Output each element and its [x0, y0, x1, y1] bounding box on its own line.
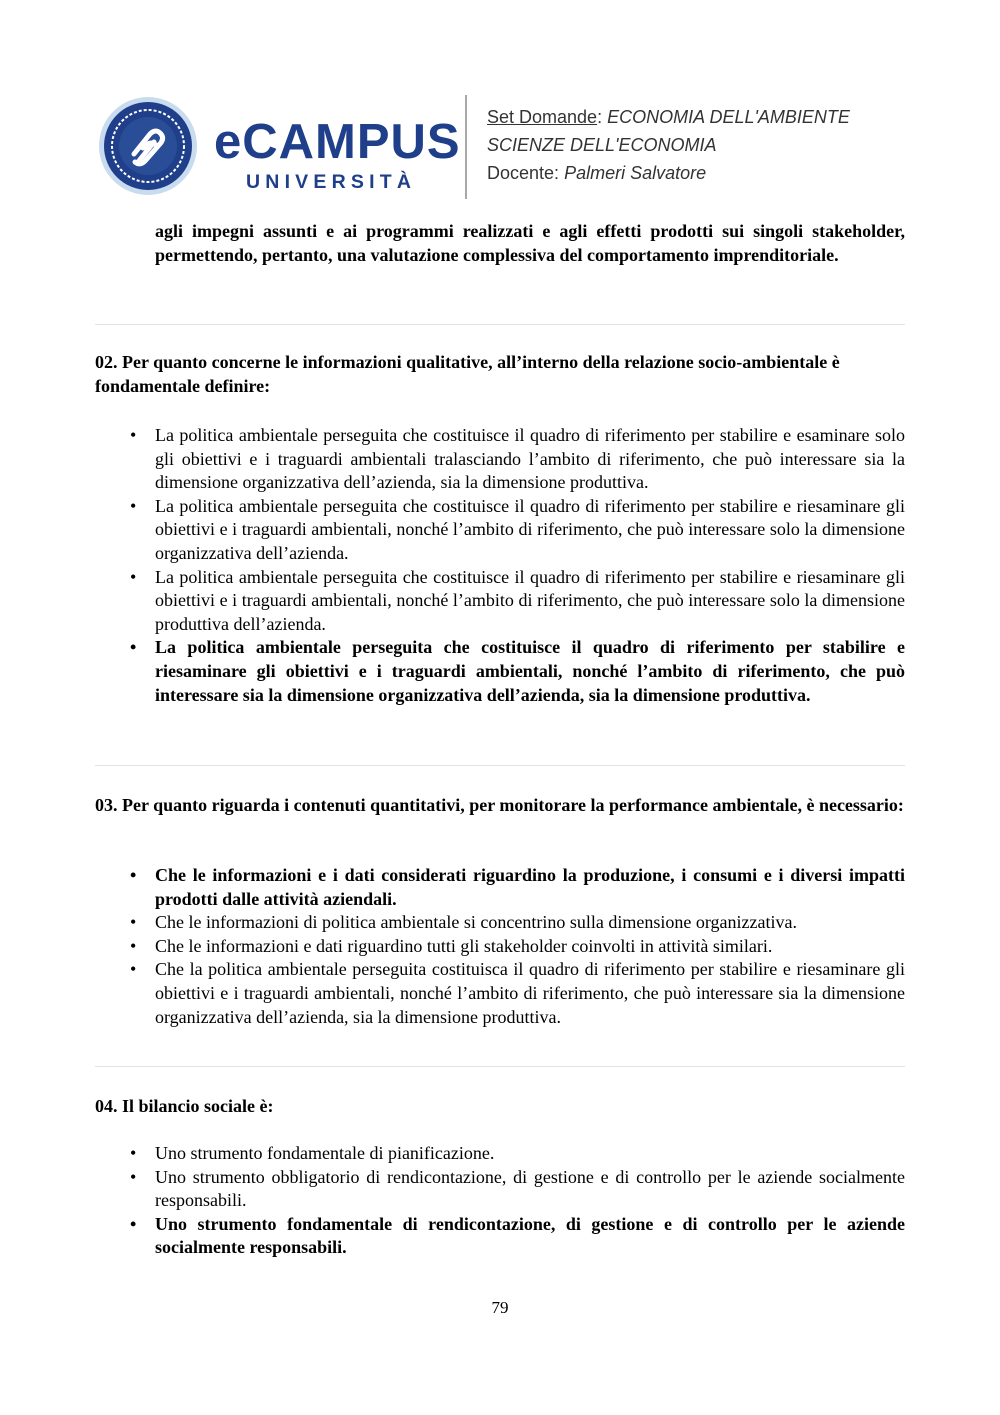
ecampus-wordmark: eCAMPUS	[214, 115, 461, 169]
answer-option-correct	[95, 1213, 905, 1260]
bullet-icon: •	[130, 637, 137, 658]
answer-text: Che le informazioni e dati riguardino tutti gli stakeholder coinvolti in attività similari.	[155, 935, 773, 956]
separator	[95, 1066, 905, 1067]
answer-text: Che le informazioni e i dati considerati riguardino la produzione, i consumi e i diversi impatti prodotti dalle attività aziendali.	[155, 865, 905, 909]
answer-option	[95, 1142, 905, 1166]
answer-text: Che le informazioni di politica ambientale si concentrino sulla dimensione organizzativa.	[155, 912, 797, 933]
question-04: 04. Il bilancio sociale è:	[95, 1096, 274, 1116]
bullet-icon: •	[130, 1143, 137, 1163]
previous-answer-continuation: agli impegni assunti e ai programmi realizzati e agli effetti prodotti sui singoli stakeholder, permettendo, pertanto, una valutazione complessiva del comportamento imprenditoriale.	[155, 221, 905, 265]
question-03: 03. Per quanto riguarda i contenuti quantitativi, per monitorare la performance ambientale, è necessario:	[95, 795, 904, 815]
answer-option	[95, 935, 905, 959]
answer-list-02	[95, 424, 905, 707]
answer-option	[95, 566, 905, 637]
universita-wordmark: UNIVERSITÀ	[246, 171, 417, 193]
header-course-info: Set Domande: ECONOMIA DELL'AMBIENTE SCIENZE DELL'ECONOMIA Docente: Palmeri Salvatore	[487, 107, 850, 183]
answer-option	[95, 958, 905, 1029]
question-02: 02. Per quanto concerne le informazioni qualitative, all’interno della relazione socio-ambientale è fondamentale definire:	[95, 352, 840, 396]
bullet-icon: •	[130, 935, 137, 956]
bullet-icon: •	[130, 566, 137, 587]
answer-text: Uno strumento fondamentale di pianificazione.	[155, 1143, 495, 1163]
bullet-icon: •	[130, 1213, 137, 1234]
course-line-2: SCIENZE DELL'ECONOMIA	[487, 135, 717, 155]
bullet-icon: •	[130, 495, 137, 516]
teacher-label: Docente:	[487, 163, 560, 183]
answer-text: La politica ambientale perseguita che costituisce il quadro di riferimento per stabilire e riesaminare gli obiettivi e i traguardi ambientali, nonché l’ambito di riferimento, che può interessare sia la dimensione organizzativa dell’azienda, sia la dimensione produttiva.	[155, 637, 905, 705]
bullet-icon: •	[130, 912, 137, 933]
bullet-icon: •	[130, 865, 137, 885]
separator	[95, 324, 905, 325]
answer-option-correct	[95, 636, 905, 707]
answer-option	[95, 495, 905, 566]
answer-text: La politica ambientale perseguita che costituisce il quadro di riferimento per stabilire e riesaminare gli obiettivi e i traguardi ambientali, nonché l’ambito di riferimento, che può interessare solo la dimensione organizzativa dell’azienda.	[155, 495, 905, 563]
separator	[95, 765, 905, 766]
answer-list-03	[95, 864, 905, 1029]
header-divider	[465, 95, 467, 199]
bullet-icon: •	[130, 1166, 137, 1187]
set-label: Set Domande	[487, 107, 598, 127]
teacher-name: Palmeri Salvatore	[564, 163, 707, 183]
answer-option	[95, 911, 905, 935]
course-line-1: ECONOMIA DELL'AMBIENTE	[607, 107, 850, 127]
answer-text: Uno strumento obbligatorio di rendicontazione, di gestione e di controllo per le aziende socialmente responsabili.	[155, 1166, 905, 1211]
ecampus-seal-logo	[98, 96, 198, 196]
answer-text: La politica ambientale perseguita che costituisce il quadro di riferimento per stabilire e esaminare solo gli obiettivi e i traguardi ambientali tralasciando l’ambito di riferimento, che può interessare sia la dimensione organizzativa dell’azienda, sia la dimensione produttiva.	[155, 425, 905, 493]
answer-list-04	[95, 1142, 905, 1260]
answer-option	[95, 424, 905, 495]
bullet-icon: •	[130, 959, 137, 980]
answer-text: La politica ambientale perseguita che costituisce il quadro di riferimento per stabilire e riesaminare gli obiettivi e i traguardi ambientali, nonché l’ambito di riferimento, che può interessare solo la dimensione produttiva dell’azienda.	[155, 566, 905, 634]
bullet-icon: •	[130, 425, 137, 445]
answer-text: Uno strumento fondamentale di rendicontazione, di gestione e di controllo per le aziende socialmente responsabili.	[155, 1213, 905, 1258]
answer-option	[95, 1166, 905, 1213]
answer-option-correct	[95, 864, 905, 911]
answer-text: Che la politica ambientale perseguita costituisca il quadro di riferimento per stabilire e riesaminare gli obiettivi e i traguardi ambientali, nonché l’ambito di riferimento, che può interessare sia la dimensione organizzativa dell’azienda, sia la dimensione produttiva.	[155, 959, 905, 1027]
page-number: 79	[491, 1298, 509, 1317]
